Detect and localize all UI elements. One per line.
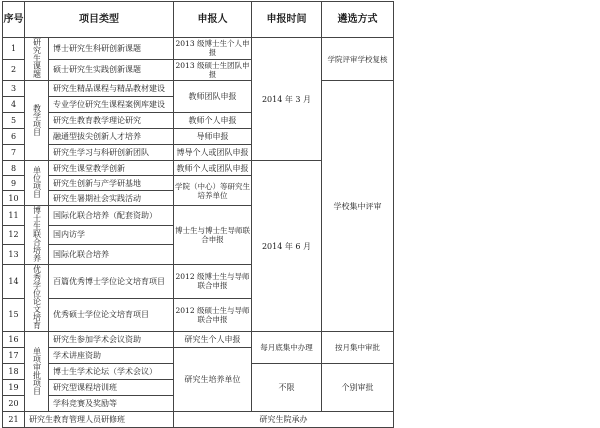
row-name: 国际化联合培养 <box>49 245 174 265</box>
table-row <box>3 38 394 60</box>
method-cell: 个别审批 <box>322 364 394 412</box>
row-no: 9 <box>3 176 25 191</box>
row-no: 14 <box>3 265 25 299</box>
row-applicant: 研究生培养单位 <box>174 348 252 412</box>
row-applicant: 研究生院承办 <box>174 412 394 428</box>
row-no: 19 <box>3 380 25 396</box>
group-label: 研究生课题 <box>25 38 49 81</box>
row-no: 11 <box>3 206 25 226</box>
row-name: 研究生创新与产学研基地 <box>49 176 174 191</box>
time-cell: 2014 年 6 月 <box>252 161 322 332</box>
table-row <box>3 332 394 348</box>
header-project-type: 项目类型 <box>25 2 174 38</box>
row-name: 学科竞赛及奖励等 <box>49 396 174 412</box>
row-name: 研究型课程培训班 <box>49 380 174 396</box>
row-name: 学术讲座资助 <box>49 348 174 364</box>
row-name: 博士生学术论坛（学术会议） <box>49 364 174 380</box>
row-name: 研究生暑期社会实践活动 <box>49 191 174 206</box>
group-label: 优秀学位论文培育 <box>25 265 49 332</box>
row-no: 16 <box>3 332 25 348</box>
row-name: 国际化联合培养（配套资助） <box>49 206 174 226</box>
row-applicant: 2012 级博士生与导师联合申报 <box>174 265 252 299</box>
table-row <box>3 81 394 97</box>
group-label: 单项审批项目 <box>25 332 49 412</box>
method-cell: 学院评审学校复核 <box>322 38 394 81</box>
row-applicant: 教师个人申报 <box>174 113 252 129</box>
group-label: 单位项目 <box>25 161 49 206</box>
row-no: 8 <box>3 161 25 176</box>
row-no: 12 <box>3 225 25 245</box>
row-applicant: 2012 级硕士生与导师联合申报 <box>174 298 252 332</box>
row-applicant: 2013 级博士生个人申报 <box>174 38 252 60</box>
row-name: 研究生学习与科研创新团队 <box>49 145 174 161</box>
row-name: 融通型拔尖创新人才培养 <box>49 129 174 145</box>
row-no: 1 <box>3 38 25 60</box>
row-name: 研究生教育教学理论研究 <box>49 113 174 129</box>
row-name: 研究生参加学术会议资助 <box>49 332 174 348</box>
row-name: 百篇优秀博士学位论文培育项目 <box>49 265 174 299</box>
row-applicant: 2013 级硕士生团队申报 <box>174 59 252 81</box>
row-no: 20 <box>3 396 25 412</box>
table-row <box>3 412 394 428</box>
time-cell: 2014 年 3 月 <box>252 38 322 161</box>
row-name: 硕士研究生实践创新课题 <box>49 59 174 81</box>
method-cell: 按月集中审批 <box>322 332 394 364</box>
row-no: 3 <box>3 81 25 97</box>
row-applicant: 博士生与博士生导师联合申报 <box>174 206 252 265</box>
project-table <box>2 1 394 428</box>
row-applicant: 博导个人或团队申报 <box>174 145 252 161</box>
table-header-row <box>3 2 394 38</box>
row-applicant: 研究生个人申报 <box>174 332 252 348</box>
row-no: 4 <box>3 97 25 113</box>
row-no: 10 <box>3 191 25 206</box>
group-label: 博士生联合培养 <box>25 206 49 265</box>
row-name: 研究生教育管理人员研修班 <box>25 412 174 428</box>
row-no: 13 <box>3 245 25 265</box>
header-method: 遴选方式 <box>322 2 394 38</box>
row-no: 15 <box>3 298 25 332</box>
row-name: 国内访学 <box>49 225 174 245</box>
time-cell: 每月底集中办理 <box>252 332 322 364</box>
row-no: 2 <box>3 59 25 81</box>
row-no: 7 <box>3 145 25 161</box>
row-no: 21 <box>3 412 25 428</box>
row-name: 优秀硕士学位论文培育项目 <box>49 298 174 332</box>
row-no: 5 <box>3 113 25 129</box>
header-time: 申报时间 <box>252 2 322 38</box>
row-name: 研究生课堂教学创新 <box>49 161 174 176</box>
row-name: 研究生精品课程与精品教材建设 <box>49 81 174 97</box>
row-name: 博士研究生科研创新课题 <box>49 38 174 60</box>
header-no: 序号 <box>3 2 25 38</box>
method-cell: 学校集中评审 <box>322 81 394 332</box>
row-applicant: 导师申报 <box>174 129 252 145</box>
time-cell: 不限 <box>252 364 322 412</box>
row-name: 专业学位研究生课程案例库建设 <box>49 97 174 113</box>
row-applicant: 教师个人或团队申报 <box>174 161 252 176</box>
group-label: 教学项目 <box>25 81 49 161</box>
row-no: 17 <box>3 348 25 364</box>
row-no: 6 <box>3 129 25 145</box>
row-applicant: 教师团队申报 <box>174 81 252 113</box>
row-no: 18 <box>3 364 25 380</box>
header-applicant: 申报人 <box>174 2 252 38</box>
row-applicant: 学院（中心）等研究生培养单位 <box>174 176 252 206</box>
